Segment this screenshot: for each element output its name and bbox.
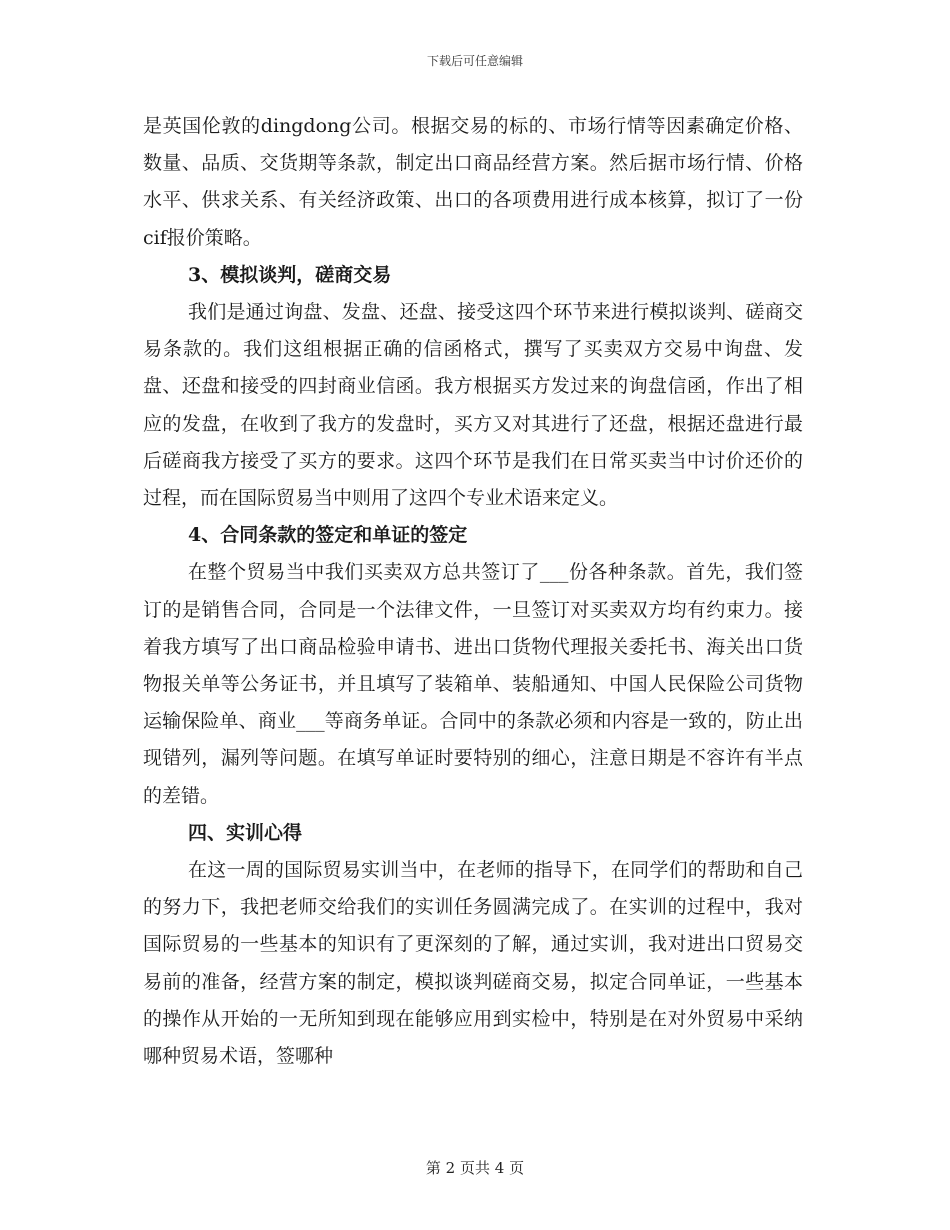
section-heading-experience: 四、实训心得 (188, 821, 303, 844)
section-heading-negotiation: 3、模拟谈判，磋商交易 (188, 263, 392, 286)
paragraph-experience: 在这一周的国际贸易实训当中，在老师的指导下，在同学们的帮助和自己的努力下，我把老师交给我们的实训任务圆满完成了。在实训的过程中，我对国际贸易的一些基本的知识有了更深刻的了解，通过实训，我对进出口贸易交易前的准备，经营方案的制定，模拟谈判磋商交易，拟定合同单证，一些基本的操作从开始的一无所知到现在能够应用到实检中，特别是在对外贸易中采纳哪种贸易术语，签哪种 (143, 859, 803, 1068)
paragraph-negotiation: 我们是通过询盘、发盘、还盘、接受这四个环节来进行模拟谈判、磋商交易条款的。我们这组根据正确的信函格式，撰写了买卖双方交易中询盘、发盘、还盘和接受的四封商业信函。我方根据买方发过来的询盘信函，作出了相应的发盘，在收到了我方的发盘时，买方又对其进行了还盘，根据还盘进行最后磋商我方接受了买方的要求。这四个环节是我们在日常买卖当中讨价还价的过程，而在国际贸易当中则用了这四个专业术语来定义。 (143, 301, 803, 510)
page-number: 第 2 页共 4 页 (425, 1159, 525, 1177)
section-heading-contract: 4、合同条款的签定和单证的签定 (188, 524, 468, 547)
document-body (143, 108, 803, 1075)
page-header: 下载后可任意编辑 (426, 54, 523, 68)
paragraph-contract: 在整个贸易当中我们买卖双方总共签订了___份各种条款。首先，我们签订的是销售合同，合同是一个法律文件，一旦签订对买卖双方均有约束力。接着我方填写了出口商品检验申请书、进出口货物代理报关委托书、海关出口货物报关单等公务证书，并且填写了装箱单、装船通知、中国人民保险公司货物运输保险单、商业___等商务单证。合同中的条款必须和内容是一致的，防止出现错列，漏列等问题。在填写单证时要特别的细心，注意日期是不容许有半点的差错。 (143, 561, 803, 807)
paragraph-company-intro: 是英国伦敦的dingdong公司。根据交易的标的、市场行情等因素确定价格、数量、品质、交货期等条款，制定出口商品经营方案。然后据市场行情、价格水平、供求关系、有关经济政策、出口的各项费用进行成本核算，拟订了一份cif报价策略。 (143, 115, 803, 249)
